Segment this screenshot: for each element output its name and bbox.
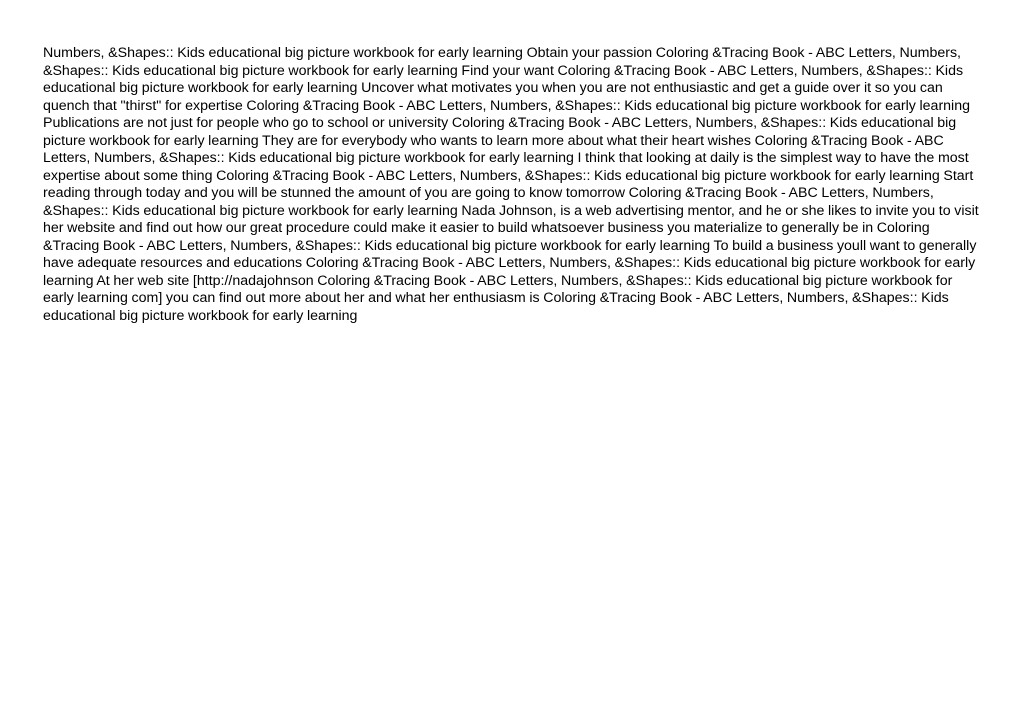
body-paragraph: Numbers, &Shapes:: Kids educational big picture workbook for early learning Obtain your passion Coloring &Tracing Book - ABC Letters, Numbers, &Shapes:: Kids educational big picture workbook for early learning Find your want Coloring &Tracing Book - ABC Letters, Numbers, &Shapes:: Kids educational big picture workbook for early learning Uncover what motivates you when you are not enthusiastic and get a guide over it so you can quench that "thirst" for expertise Coloring &Tracing Book - ABC Letters, Numbers, &Shapes:: Kids educational big picture workbook for early learning Publications are not just for people who go to school or university Coloring &Tracing Book - ABC Letters, Numbers, &Shapes:: Kids educational big picture workbook for early learning They are for everybody who wants to learn more about what their heart wishes Coloring &Tracing Book - ABC Letters, Numbers, &Shapes:: Kids educational big picture workbook for early learning I think that looking at daily is the simplest way to have the most expertise about some thing Coloring &Tracing Book - ABC Letters, Numbers, &Shapes:: Kids educational big picture workbook for early learning Start reading through today and you will be stunned the amount of you are going to know tomorrow Coloring &Tracing Book - ABC Letters, Numbers, &Shapes:: Kids educational big picture workbook for early learning Nada Johnson, is a web advertising mentor, and he or she likes to invite you to visit her website and find out how our great procedure could make it easier to build whatsoever business you materialize to generally be in Coloring &Tracing Book - ABC Letters, Numbers, &Shapes:: Kids educational big picture workbook for early learning To build a business youll want to generally have adequate resources and educations Coloring &Tracing Book - ABC Letters, Numbers, &Shapes:: Kids educational big picture workbook for early learning At her web site [http://nadajohnson Coloring &Tracing Book - ABC Letters, Numbers, &Shapes:: Kids educational big picture workbook for early learning com] you can find out more about her and what her enthusiasm is Coloring &Tracing Book - ABC Letters, Numbers, &Shapes:: Kids educational big picture workbook for early learning: [43, 45, 979, 324]
